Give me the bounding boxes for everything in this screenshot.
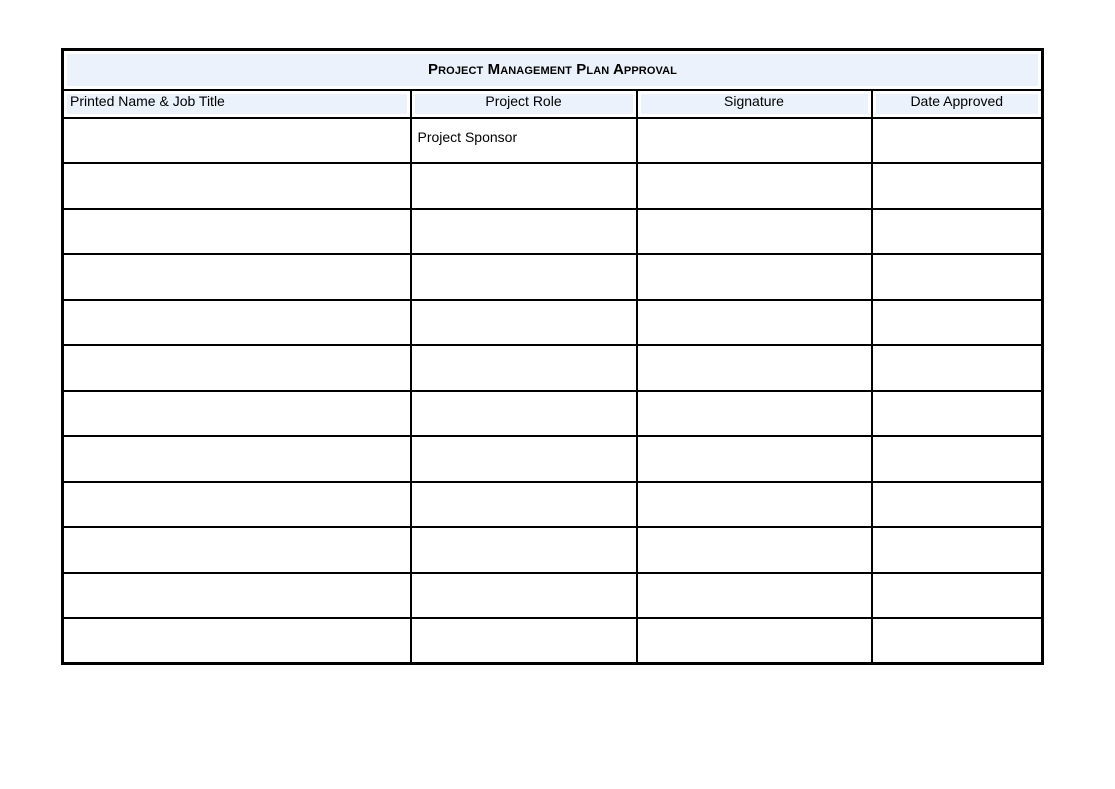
name-cell[interactable] bbox=[63, 254, 411, 300]
date-cell[interactable] bbox=[872, 163, 1043, 209]
table-row bbox=[63, 436, 1043, 482]
name-cell[interactable] bbox=[63, 527, 411, 573]
signature-cell[interactable] bbox=[637, 163, 872, 209]
role-cell[interactable] bbox=[411, 163, 637, 209]
name-cell[interactable] bbox=[63, 300, 411, 346]
role-cell[interactable] bbox=[411, 527, 637, 573]
date-cell[interactable] bbox=[872, 573, 1043, 619]
name-cell[interactable] bbox=[63, 209, 411, 255]
table-row bbox=[63, 345, 1043, 391]
date-cell[interactable] bbox=[872, 436, 1043, 482]
name-cell[interactable] bbox=[63, 345, 411, 391]
signature-cell[interactable] bbox=[637, 618, 872, 664]
table-row bbox=[63, 391, 1043, 437]
signature-cell[interactable] bbox=[637, 345, 872, 391]
date-cell[interactable] bbox=[872, 527, 1043, 573]
signature-cell[interactable] bbox=[637, 254, 872, 300]
form-title-text: Project Management Plan Approval bbox=[428, 61, 677, 79]
role-cell[interactable] bbox=[411, 573, 637, 619]
name-cell[interactable] bbox=[63, 482, 411, 528]
role-cell[interactable] bbox=[411, 436, 637, 482]
signature-cell[interactable] bbox=[637, 527, 872, 573]
date-cell[interactable] bbox=[872, 391, 1043, 437]
table-row bbox=[63, 573, 1043, 619]
form-title bbox=[63, 50, 1043, 90]
date-cell[interactable] bbox=[872, 300, 1043, 346]
header-row bbox=[63, 90, 1043, 118]
role-cell[interactable] bbox=[411, 618, 637, 664]
table-row bbox=[63, 118, 1043, 164]
role-cell[interactable]: Project Sponsor bbox=[411, 118, 637, 164]
signature-cell[interactable] bbox=[637, 482, 872, 528]
role-cell[interactable] bbox=[411, 300, 637, 346]
name-cell[interactable] bbox=[63, 573, 411, 619]
signature-cell[interactable] bbox=[637, 300, 872, 346]
date-cell[interactable] bbox=[872, 118, 1043, 164]
role-cell[interactable] bbox=[411, 209, 637, 255]
role-cell[interactable] bbox=[411, 482, 637, 528]
role-cell[interactable] bbox=[411, 391, 637, 437]
column-header-name: Printed Name & Job Title bbox=[63, 90, 411, 118]
column-header-role: Project Role bbox=[411, 90, 637, 118]
table-row bbox=[63, 482, 1043, 528]
name-cell[interactable] bbox=[63, 391, 411, 437]
signature-cell[interactable] bbox=[637, 436, 872, 482]
table-row bbox=[63, 300, 1043, 346]
date-cell[interactable] bbox=[872, 482, 1043, 528]
table-row bbox=[63, 527, 1043, 573]
date-cell[interactable] bbox=[872, 345, 1043, 391]
table-row bbox=[63, 163, 1043, 209]
column-header-date: Date Approved bbox=[872, 90, 1043, 118]
role-cell[interactable] bbox=[411, 254, 637, 300]
date-cell[interactable] bbox=[872, 254, 1043, 300]
date-cell[interactable] bbox=[872, 209, 1043, 255]
name-cell[interactable] bbox=[63, 118, 411, 164]
table-row bbox=[63, 209, 1043, 255]
name-cell[interactable] bbox=[63, 436, 411, 482]
table-row bbox=[63, 254, 1043, 300]
date-cell[interactable] bbox=[872, 618, 1043, 664]
title-row bbox=[63, 50, 1043, 90]
approval-body bbox=[63, 118, 1043, 664]
signature-cell[interactable] bbox=[637, 391, 872, 437]
name-cell[interactable] bbox=[63, 618, 411, 664]
name-cell[interactable] bbox=[63, 163, 411, 209]
role-cell[interactable] bbox=[411, 345, 637, 391]
signature-cell[interactable] bbox=[637, 118, 872, 164]
approval-table bbox=[61, 48, 1044, 665]
signature-cell[interactable] bbox=[637, 573, 872, 619]
table-row bbox=[63, 618, 1043, 664]
column-header-signature: Signature bbox=[637, 90, 872, 118]
signature-cell[interactable] bbox=[637, 209, 872, 255]
